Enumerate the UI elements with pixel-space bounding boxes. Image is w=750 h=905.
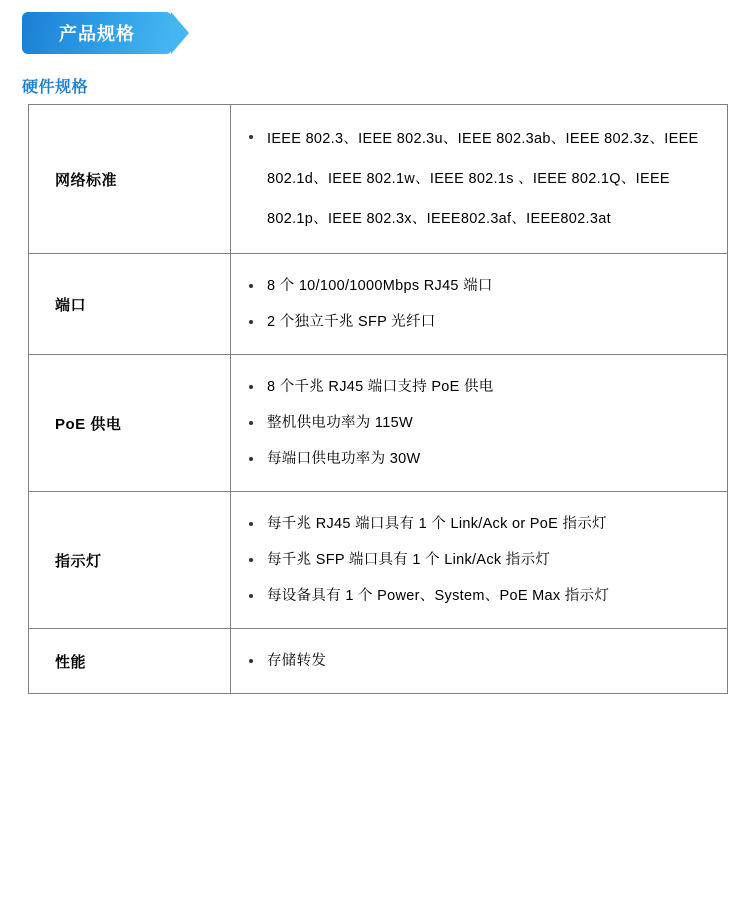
- row-value-poe: [231, 355, 728, 492]
- page-banner: [22, 12, 182, 56]
- bullet-list: [231, 119, 715, 239]
- table-row: [29, 492, 728, 629]
- list-item: 每端口供电功率为 30W: [231, 441, 715, 477]
- list-item: 存储转发: [231, 643, 715, 679]
- row-label-performance: 性能: [29, 629, 231, 694]
- bullet-list: [231, 369, 715, 477]
- table-row: [29, 629, 728, 694]
- table-row: [29, 254, 728, 355]
- section-title: 硬件规格: [22, 79, 89, 96]
- list-item: 每设备具有 1 个 Power、System、PoE Max 指示灯: [231, 578, 715, 614]
- list-item: 8 个千兆 RJ45 端口支持 PoE 供电: [231, 369, 715, 405]
- row-value-indicators: [231, 492, 728, 629]
- list-item: 每千兆 SFP 端口具有 1 个 Link/Ack 指示灯: [231, 542, 715, 578]
- banner-title: 产品规格: [59, 24, 135, 44]
- list-item: 每千兆 RJ45 端口具有 1 个 Link/Ack or PoE 指示灯: [231, 506, 715, 542]
- bullet-list: [231, 506, 715, 614]
- row-value-network-standard: [231, 105, 728, 254]
- list-item: 8 个 10/100/1000Mbps RJ45 端口: [231, 268, 715, 304]
- bullet-list: [231, 643, 715, 679]
- bullet-list: [231, 268, 715, 340]
- list-item: 整机供电功率为 115W: [231, 405, 715, 441]
- list-item: IEEE 802.3、IEEE 802.3u、IEEE 802.3ab、IEEE 802.3z、IEEE 802.1d、IEEE 802.1w、IEEE 802.1s 、IEEE 802.1Q、IEEE 802.1p、IEEE 802.3x、IEEE802.3af、IEEE802.3at: [231, 119, 715, 239]
- hardware-spec-table: [28, 104, 728, 694]
- row-label-indicators: 指示灯: [29, 492, 231, 629]
- row-label-network-standard: 网络标准: [29, 105, 231, 254]
- list-item: 2 个独立千兆 SFP 光纤口: [231, 304, 715, 340]
- row-value-ports: [231, 254, 728, 355]
- table-row: [29, 355, 728, 492]
- row-value-performance: [231, 629, 728, 694]
- banner-shape: [22, 12, 172, 54]
- table-row: [29, 105, 728, 254]
- row-label-ports: 端口: [29, 254, 231, 355]
- row-label-poe: PoE 供电: [29, 355, 231, 492]
